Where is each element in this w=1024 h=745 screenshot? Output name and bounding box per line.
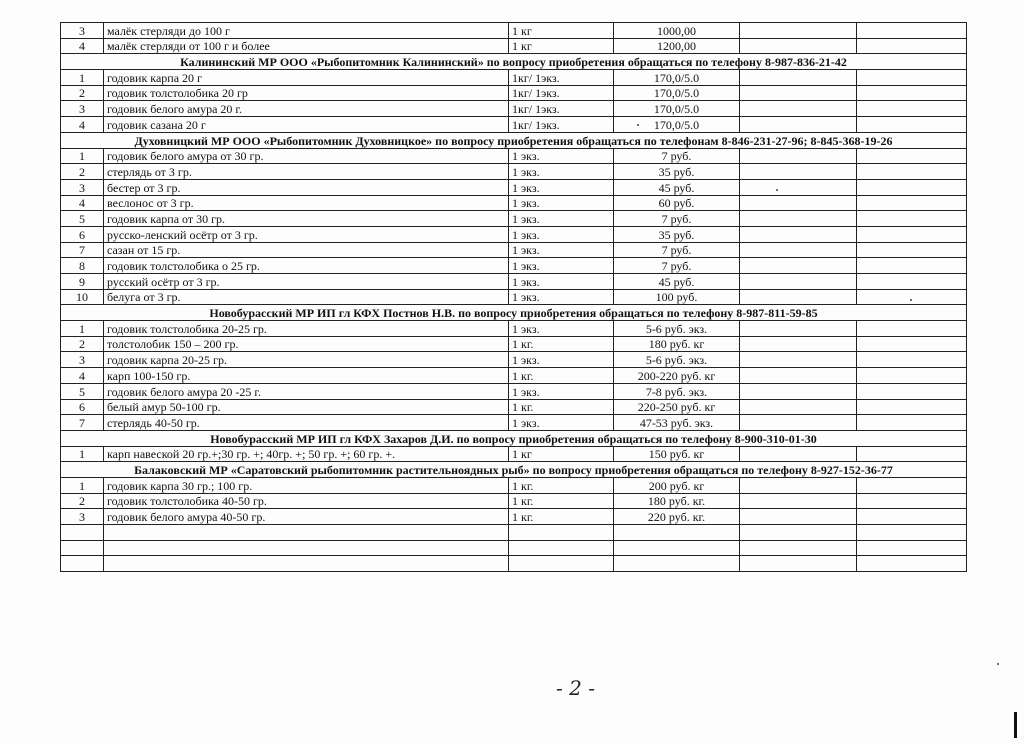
empty-cell <box>740 85 857 101</box>
empty-cell <box>857 383 967 399</box>
empty-cell <box>857 525 967 541</box>
product-name: годовик карпа 30 гр.; 100 гр. <box>104 477 509 493</box>
section-header-row <box>61 132 967 148</box>
price-value: 150 руб. кг <box>614 446 740 462</box>
section-header-row <box>61 462 967 478</box>
product-name: русский осётр от 3 гр. <box>104 274 509 290</box>
section-title: Калининский МР ООО «Рыбопитомник Калининский» по вопросу приобретения обращаться по телефону 8-987-836-21-42 <box>61 54 967 70</box>
product-name: годовик карпа 20 г <box>104 70 509 86</box>
row-number: 1 <box>61 477 104 493</box>
empty-cell <box>857 101 967 117</box>
price-value <box>614 540 740 556</box>
empty-cell <box>857 336 967 352</box>
table-row <box>61 289 967 305</box>
row-number <box>61 525 104 541</box>
product-name: годовик толстолобика 20-25 гр. <box>104 321 509 337</box>
unit-of-sale <box>509 540 614 556</box>
product-name: годовик карпа 20-25 гр. <box>104 352 509 368</box>
row-number: 1 <box>61 446 104 462</box>
row-number: 2 <box>61 336 104 352</box>
price-value: 1000,00 <box>614 23 740 39</box>
price-value: 35 руб. <box>614 226 740 242</box>
table-row <box>61 195 967 211</box>
price-value: 7 руб. <box>614 211 740 227</box>
row-number: 3 <box>61 23 104 39</box>
row-number: 9 <box>61 274 104 290</box>
price-value: 200-220 руб. кг <box>614 368 740 384</box>
empty-cell <box>857 446 967 462</box>
price-table <box>60 22 967 572</box>
table-row <box>61 493 967 509</box>
scan-speck <box>997 663 999 665</box>
empty-cell <box>740 38 857 54</box>
empty-cell <box>857 368 967 384</box>
product-name <box>104 540 509 556</box>
row-number: 3 <box>61 101 104 117</box>
price-value: 35 руб. <box>614 164 740 180</box>
unit-of-sale: 1кг/ 1экз. <box>509 117 614 133</box>
product-name: толстолобик 150 – 200 гр. <box>104 336 509 352</box>
product-name: малёк стерляди от 100 г и более <box>104 38 509 54</box>
empty-cell <box>740 101 857 117</box>
price-value: 7-8 руб. экз. <box>614 383 740 399</box>
row-number: 3 <box>61 179 104 195</box>
unit-of-sale: 1 экз. <box>509 274 614 290</box>
product-name: годовик толстолобика 40-50 гр. <box>104 493 509 509</box>
table-row <box>61 525 967 541</box>
product-name: белый амур 50-100 гр. <box>104 399 509 415</box>
unit-of-sale: 1 экз. <box>509 321 614 337</box>
price-value: 5-6 руб. экз. <box>614 352 740 368</box>
page-number: - 2 - <box>556 676 595 700</box>
product-name: годовик сазана 20 г <box>104 117 509 133</box>
empty-cell <box>740 336 857 352</box>
empty-cell <box>857 211 967 227</box>
unit-of-sale: 1 экз. <box>509 258 614 274</box>
table-row <box>61 70 967 86</box>
price-value: 180 руб. кг. <box>614 493 740 509</box>
unit-of-sale: 1кг/ 1экз. <box>509 101 614 117</box>
empty-cell <box>740 226 857 242</box>
table-row <box>61 226 967 242</box>
unit-of-sale: 1 кг <box>509 38 614 54</box>
empty-cell <box>857 274 967 290</box>
table-row <box>61 258 967 274</box>
empty-cell <box>857 399 967 415</box>
empty-cell <box>740 383 857 399</box>
section-title: Новобурасский МР ИП гл КФХ Захаров Д.И. по вопросу приобретения обращаться по телефону 8-900-310-01-30 <box>61 430 967 446</box>
table-row <box>61 540 967 556</box>
unit-of-sale: 1 кг <box>509 446 614 462</box>
table-row <box>61 38 967 54</box>
product-name <box>104 556 509 572</box>
product-name: бестер от 3 гр. <box>104 179 509 195</box>
unit-of-sale: 1 экз. <box>509 148 614 164</box>
empty-cell <box>857 258 967 274</box>
table-row <box>61 211 967 227</box>
price-value: 220 руб. кг. <box>614 509 740 525</box>
empty-cell <box>740 556 857 572</box>
unit-of-sale: 1 экз. <box>509 415 614 431</box>
empty-cell <box>740 477 857 493</box>
unit-of-sale <box>509 525 614 541</box>
scan-speck <box>910 299 912 301</box>
unit-of-sale: 1 экз. <box>509 164 614 180</box>
empty-cell <box>740 164 857 180</box>
empty-cell <box>740 509 857 525</box>
empty-cell <box>857 179 967 195</box>
table-row <box>61 179 967 195</box>
unit-of-sale: 1 экз. <box>509 195 614 211</box>
section-header-row <box>61 305 967 321</box>
product-name: годовик толстолобика о 25 гр. <box>104 258 509 274</box>
product-name: стерлядь от 3 гр. <box>104 164 509 180</box>
price-value: 45 руб. <box>614 274 740 290</box>
table-row <box>61 477 967 493</box>
unit-of-sale <box>509 556 614 572</box>
unit-of-sale: 1 экз. <box>509 352 614 368</box>
table-row <box>61 101 967 117</box>
empty-cell <box>857 289 967 305</box>
empty-cell <box>740 195 857 211</box>
table-row <box>61 274 967 290</box>
product-name: русско-ленский осётр от 3 гр. <box>104 226 509 242</box>
row-number: 4 <box>61 195 104 211</box>
empty-cell <box>740 540 857 556</box>
price-value: 180 руб. кг <box>614 336 740 352</box>
empty-cell <box>740 321 857 337</box>
table-row <box>61 352 967 368</box>
scan-edge-mark <box>1014 712 1017 738</box>
row-number: 10 <box>61 289 104 305</box>
empty-cell <box>857 23 967 39</box>
row-number: 3 <box>61 352 104 368</box>
table-row <box>61 368 967 384</box>
unit-of-sale: 1 кг. <box>509 509 614 525</box>
empty-cell <box>857 242 967 258</box>
empty-cell <box>740 148 857 164</box>
section-title: Новобурасский МР ИП гл КФХ Постнов Н.В. по вопросу приобретения обращаться по телефону 8-987-811-59-85 <box>61 305 967 321</box>
price-value: 170,0/5.0 <box>614 85 740 101</box>
empty-cell <box>740 117 857 133</box>
price-value: 200 руб. кг <box>614 477 740 493</box>
scan-speck <box>637 124 639 126</box>
empty-cell <box>740 289 857 305</box>
product-name: белуга от 3 гр. <box>104 289 509 305</box>
product-name: годовик карпа от 30 гр. <box>104 211 509 227</box>
unit-of-sale: 1 кг <box>509 23 614 39</box>
price-value: 7 руб. <box>614 148 740 164</box>
price-value: 170,0/5.0 <box>614 101 740 117</box>
empty-cell <box>740 258 857 274</box>
empty-cell <box>857 540 967 556</box>
price-value: 45 руб. <box>614 179 740 195</box>
row-number: 4 <box>61 368 104 384</box>
empty-cell <box>857 85 967 101</box>
table-row <box>61 242 967 258</box>
empty-cell <box>857 493 967 509</box>
row-number: 1 <box>61 321 104 337</box>
empty-cell <box>857 477 967 493</box>
scan-speck <box>776 189 778 191</box>
row-number: 5 <box>61 383 104 399</box>
empty-cell <box>857 38 967 54</box>
unit-of-sale: 1 экз. <box>509 211 614 227</box>
price-value: 170,0/5.0 <box>614 117 740 133</box>
table-row <box>61 164 967 180</box>
price-value: 100 руб. <box>614 289 740 305</box>
row-number <box>61 540 104 556</box>
table-row <box>61 23 967 39</box>
section-title: Балаковский МР «Саратовский рыбопитомник растительноядных рыб» по вопросу приобретения обращаться по телефону 8-927-152-36-77 <box>61 462 967 478</box>
unit-of-sale: 1 кг. <box>509 399 614 415</box>
price-value: 170,0/5.0 <box>614 70 740 86</box>
empty-cell <box>857 195 967 211</box>
empty-cell <box>857 556 967 572</box>
empty-cell <box>740 179 857 195</box>
table-row <box>61 446 967 462</box>
product-name: годовик белого амура от 30 гр. <box>104 148 509 164</box>
empty-cell <box>740 493 857 509</box>
unit-of-sale: 1 экз. <box>509 179 614 195</box>
unit-of-sale: 1 экз. <box>509 226 614 242</box>
table-row <box>61 556 967 572</box>
table-row <box>61 148 967 164</box>
table-row <box>61 399 967 415</box>
row-number: 4 <box>61 117 104 133</box>
table-row <box>61 117 967 133</box>
unit-of-sale: 1кг/ 1экз. <box>509 85 614 101</box>
price-table-body <box>61 23 967 572</box>
row-number: 2 <box>61 493 104 509</box>
empty-cell <box>857 321 967 337</box>
row-number: 6 <box>61 399 104 415</box>
table-row <box>61 321 967 337</box>
price-value: 5-6 руб. экз. <box>614 321 740 337</box>
empty-cell <box>857 226 967 242</box>
price-value: 7 руб. <box>614 258 740 274</box>
product-name: годовик белого амура 20 г. <box>104 101 509 117</box>
empty-cell <box>740 525 857 541</box>
product-name: годовик толстолобика 20 гр <box>104 85 509 101</box>
table-row <box>61 383 967 399</box>
empty-cell <box>857 117 967 133</box>
empty-cell <box>740 352 857 368</box>
price-value <box>614 525 740 541</box>
empty-cell <box>740 399 857 415</box>
empty-cell <box>740 211 857 227</box>
empty-cell <box>857 352 967 368</box>
row-number: 2 <box>61 164 104 180</box>
row-number: 3 <box>61 509 104 525</box>
product-name: веслонос от 3 гр. <box>104 195 509 211</box>
row-number: 5 <box>61 211 104 227</box>
empty-cell <box>857 164 967 180</box>
product-name: карп 100-150 гр. <box>104 368 509 384</box>
price-value: 1200,00 <box>614 38 740 54</box>
empty-cell <box>740 242 857 258</box>
unit-of-sale: 1 экз. <box>509 242 614 258</box>
empty-cell <box>740 70 857 86</box>
unit-of-sale: 1 экз. <box>509 383 614 399</box>
empty-cell <box>740 274 857 290</box>
price-value: 7 руб. <box>614 242 740 258</box>
price-value <box>614 556 740 572</box>
row-number: 8 <box>61 258 104 274</box>
product-name: малёк стерляди до 100 г <box>104 23 509 39</box>
row-number: 7 <box>61 242 104 258</box>
row-number: 7 <box>61 415 104 431</box>
section-header-row <box>61 54 967 70</box>
product-name: стерлядь 40-50 гр. <box>104 415 509 431</box>
row-number: 6 <box>61 226 104 242</box>
table-row <box>61 85 967 101</box>
price-value: 47-53 руб. экз. <box>614 415 740 431</box>
price-value: 220-250 руб. кг <box>614 399 740 415</box>
empty-cell <box>740 415 857 431</box>
empty-cell <box>857 70 967 86</box>
section-header-row <box>61 430 967 446</box>
row-number: 1 <box>61 70 104 86</box>
row-number: 1 <box>61 148 104 164</box>
unit-of-sale: 1 кг. <box>509 477 614 493</box>
product-name: карп навеской 20 гр.+;30 гр. +; 40гр. +; 50 гр. +; 60 гр. +. <box>104 446 509 462</box>
empty-cell <box>857 148 967 164</box>
unit-of-sale: 1 кг. <box>509 493 614 509</box>
unit-of-sale: 1 кг. <box>509 368 614 384</box>
empty-cell <box>740 446 857 462</box>
empty-cell <box>740 368 857 384</box>
section-title: Духовницкий МР ООО «Рыбопитомник Духовницкое» по вопросу приобретения обращаться по телефонам 8-846-231-27-96; 8-845-368-19-26 <box>61 132 967 148</box>
empty-cell <box>740 23 857 39</box>
unit-of-sale: 1кг/ 1экз. <box>509 70 614 86</box>
table-row <box>61 336 967 352</box>
table-row <box>61 415 967 431</box>
product-name: годовик белого амура 20 -25 г. <box>104 383 509 399</box>
product-name: сазан от 15 гр. <box>104 242 509 258</box>
empty-cell <box>857 509 967 525</box>
unit-of-sale: 1 кг. <box>509 336 614 352</box>
row-number <box>61 556 104 572</box>
row-number: 2 <box>61 85 104 101</box>
unit-of-sale: 1 экз. <box>509 289 614 305</box>
price-value: 60 руб. <box>614 195 740 211</box>
product-name: годовик белого амура 40-50 гр. <box>104 509 509 525</box>
product-name <box>104 525 509 541</box>
empty-cell <box>857 415 967 431</box>
table-row <box>61 509 967 525</box>
row-number: 4 <box>61 38 104 54</box>
